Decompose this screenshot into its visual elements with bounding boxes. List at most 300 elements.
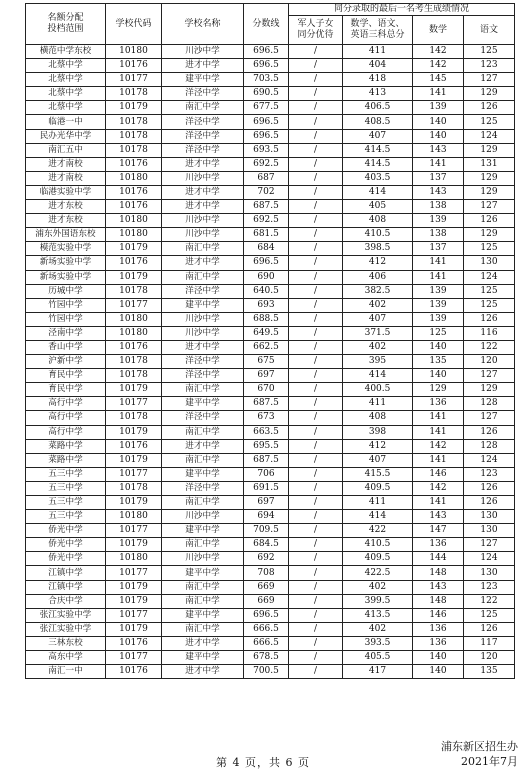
three-subject-total-cell: 382.5 — [343, 284, 413, 298]
school-name-cell: 建平中学 — [162, 73, 244, 87]
three-subject-total-cell: 422 — [343, 524, 413, 538]
district-school-cell: 北蔡中学 — [26, 87, 106, 101]
table-row — [26, 185, 515, 199]
military-priority-cell: / — [289, 383, 343, 397]
three-subject-total-cell: 412 — [343, 439, 413, 453]
table-row — [26, 665, 515, 679]
chinese-score-cell: 130 — [464, 510, 515, 524]
math-score-cell: 143 — [413, 580, 464, 594]
three-subject-total-cell: 411 — [343, 45, 413, 59]
chinese-score-cell: 128 — [464, 397, 515, 411]
district-school-cell: 菜路中学 — [26, 453, 106, 467]
math-score-cell: 139 — [413, 312, 464, 326]
military-priority-cell: / — [289, 200, 343, 214]
school-name-cell: 洋泾中学 — [162, 355, 244, 369]
military-priority-cell: / — [289, 651, 343, 665]
military-priority-cell: / — [289, 214, 343, 228]
district-school-cell: 北蔡中学 — [26, 59, 106, 73]
school-name-cell: 洋泾中学 — [162, 411, 244, 425]
school-name-cell: 川沙中学 — [162, 228, 244, 242]
school-code-cell: 10177 — [106, 524, 162, 538]
school-code-cell: 10180 — [106, 510, 162, 524]
issue-date: 2021年7月 — [461, 755, 518, 768]
school-name-cell: 进才中学 — [162, 59, 244, 73]
district-school-cell: 临港实验中学 — [26, 185, 106, 199]
district-school-cell: 香山中学 — [26, 340, 106, 354]
school-name-cell: 进才中学 — [162, 157, 244, 171]
three-subject-total-cell: 406 — [343, 270, 413, 284]
three-subject-total-cell: 407 — [343, 129, 413, 143]
math-score-cell: 139 — [413, 214, 464, 228]
math-score-cell: 142 — [413, 59, 464, 73]
three-subject-total-cell: 408 — [343, 214, 413, 228]
cutoff-score-cell: 709.5 — [244, 524, 289, 538]
table-row — [26, 87, 515, 101]
school-code-cell: 10179 — [106, 622, 162, 636]
cutoff-score-cell: 688.5 — [244, 312, 289, 326]
table-row — [26, 481, 515, 495]
school-code-cell: 10176 — [106, 439, 162, 453]
school-name-cell: 洋泾中学 — [162, 115, 244, 129]
chinese-score-cell: 124 — [464, 270, 515, 284]
military-priority-cell: / — [289, 566, 343, 580]
math-score-cell: 143 — [413, 510, 464, 524]
school-name-cell: 南汇中学 — [162, 270, 244, 284]
three-subject-total-cell: 405.5 — [343, 651, 413, 665]
district-school-cell: 三林东校 — [26, 636, 106, 650]
chinese-score-cell: 127 — [464, 369, 515, 383]
table-row — [26, 467, 515, 481]
three-subject-total-cell: 371.5 — [343, 326, 413, 340]
three-subject-total-cell: 407 — [343, 312, 413, 326]
three-subject-total-cell: 417 — [343, 665, 413, 679]
three-subject-total-cell: 411 — [343, 397, 413, 411]
school-code-cell: 10178 — [106, 411, 162, 425]
chinese-score-cell: 125 — [464, 608, 515, 622]
school-code-cell: 10177 — [106, 397, 162, 411]
cutoff-score-cell: 695.5 — [244, 439, 289, 453]
three-subject-total-cell: 411 — [343, 496, 413, 510]
military-priority-cell: / — [289, 115, 343, 129]
header-district — [26, 4, 106, 45]
table-row — [26, 594, 515, 608]
chinese-score-cell: 130 — [464, 524, 515, 538]
three-subject-total-cell: 409.5 — [343, 481, 413, 495]
school-name-cell: 南汇中学 — [162, 594, 244, 608]
chinese-score-cell: 131 — [464, 157, 515, 171]
table-row — [26, 270, 515, 284]
math-score-cell: 141 — [413, 453, 464, 467]
cutoff-score-cell: 687.5 — [244, 200, 289, 214]
table-row — [26, 256, 515, 270]
cutoff-score-cell: 703.5 — [244, 73, 289, 87]
three-subject-total-cell: 400.5 — [343, 383, 413, 397]
military-priority-cell: / — [289, 580, 343, 594]
chinese-score-cell: 126 — [464, 312, 515, 326]
cutoff-score-cell: 684.5 — [244, 538, 289, 552]
chinese-score-cell: 123 — [464, 580, 515, 594]
district-school-cell: 进才南校 — [26, 157, 106, 171]
school-name-cell: 进才中学 — [162, 665, 244, 679]
school-name-cell: 南汇中学 — [162, 242, 244, 256]
district-school-cell: 高东中学 — [26, 651, 106, 665]
chinese-score-cell: 135 — [464, 665, 515, 679]
three-subject-total-cell: 410.5 — [343, 228, 413, 242]
school-name-cell: 川沙中学 — [162, 326, 244, 340]
math-score-cell: 145 — [413, 73, 464, 87]
chinese-score-cell: 124 — [464, 453, 515, 467]
three-subject-total-cell: 405 — [343, 200, 413, 214]
math-score-cell: 129 — [413, 383, 464, 397]
chinese-score-cell: 122 — [464, 340, 515, 354]
cutoff-score-cell: 693.5 — [244, 143, 289, 157]
military-priority-cell: / — [289, 270, 343, 284]
header-district-line1: 名额分配 — [47, 13, 84, 23]
table-row — [26, 425, 515, 439]
math-score-cell: 136 — [413, 622, 464, 636]
district-school-cell: 南汇一中 — [26, 665, 106, 679]
military-priority-cell: / — [289, 481, 343, 495]
admission-table — [25, 3, 515, 679]
cutoff-score-cell: 662.5 — [244, 340, 289, 354]
military-priority-cell: / — [289, 73, 343, 87]
table-row — [26, 651, 515, 665]
math-score-cell: 141 — [413, 157, 464, 171]
math-score-cell: 146 — [413, 467, 464, 481]
school-code-cell: 10178 — [106, 87, 162, 101]
district-school-cell: 菜路中学 — [26, 439, 106, 453]
header-military-line1: 军人子女 — [297, 19, 334, 29]
header-military-line2: 同分优待 — [297, 30, 334, 40]
school-code-cell: 10179 — [106, 453, 162, 467]
three-subject-total-cell: 402 — [343, 622, 413, 636]
school-code-cell: 10177 — [106, 566, 162, 580]
three-subject-total-cell: 408 — [343, 411, 413, 425]
school-code-cell: 10177 — [106, 467, 162, 481]
school-code-cell: 10179 — [106, 242, 162, 256]
school-code-cell: 10176 — [106, 665, 162, 679]
header-military — [289, 16, 343, 45]
cutoff-score-cell: 666.5 — [244, 622, 289, 636]
school-name-cell: 建平中学 — [162, 651, 244, 665]
table-row — [26, 73, 515, 87]
table-row — [26, 242, 515, 256]
table-row — [26, 355, 515, 369]
math-score-cell: 141 — [413, 496, 464, 510]
school-name-cell: 洋泾中学 — [162, 481, 244, 495]
chinese-score-cell: 130 — [464, 566, 515, 580]
military-priority-cell: / — [289, 453, 343, 467]
cutoff-score-cell: 697 — [244, 369, 289, 383]
table-row — [26, 608, 515, 622]
three-subject-total-cell: 422.5 — [343, 566, 413, 580]
math-score-cell: 125 — [413, 326, 464, 340]
cutoff-score-cell: 669 — [244, 580, 289, 594]
math-score-cell: 141 — [413, 425, 464, 439]
table-row — [26, 566, 515, 580]
table-row — [26, 284, 515, 298]
table-row — [26, 101, 515, 115]
three-subject-total-cell: 413.5 — [343, 608, 413, 622]
school-name-cell: 川沙中学 — [162, 552, 244, 566]
military-priority-cell: / — [289, 524, 343, 538]
chinese-score-cell: 125 — [464, 298, 515, 312]
school-name-cell: 南汇中学 — [162, 425, 244, 439]
chinese-score-cell: 120 — [464, 651, 515, 665]
chinese-score-cell: 117 — [464, 636, 515, 650]
school-name-cell: 洋泾中学 — [162, 87, 244, 101]
school-name-cell: 南汇中学 — [162, 453, 244, 467]
district-school-cell: 进才东校 — [26, 214, 106, 228]
school-code-cell: 10180 — [106, 45, 162, 59]
military-priority-cell: / — [289, 101, 343, 115]
table-row — [26, 326, 515, 340]
school-code-cell: 10179 — [106, 270, 162, 284]
district-school-cell: 进才东校 — [26, 200, 106, 214]
chinese-score-cell: 125 — [464, 45, 515, 59]
math-score-cell: 142 — [413, 439, 464, 453]
table-row — [26, 45, 515, 59]
school-code-cell: 10177 — [106, 651, 162, 665]
school-code-cell: 10179 — [106, 538, 162, 552]
chinese-score-cell: 127 — [464, 538, 515, 552]
school-code-cell: 10180 — [106, 171, 162, 185]
cutoff-score-cell: 684 — [244, 242, 289, 256]
school-code-cell: 10176 — [106, 157, 162, 171]
military-priority-cell: / — [289, 411, 343, 425]
district-school-cell: 沪新中学 — [26, 355, 106, 369]
chinese-score-cell: 129 — [464, 171, 515, 185]
school-name-cell: 建平中学 — [162, 524, 244, 538]
district-school-cell: 五三中学 — [26, 467, 106, 481]
table-row — [26, 496, 515, 510]
cutoff-score-cell: 696.5 — [244, 256, 289, 270]
school-code-cell: 10180 — [106, 214, 162, 228]
school-code-cell: 10176 — [106, 200, 162, 214]
cutoff-score-cell: 640.5 — [244, 284, 289, 298]
table-row — [26, 157, 515, 171]
military-priority-cell: / — [289, 369, 343, 383]
table-row — [26, 383, 515, 397]
math-score-cell: 137 — [413, 171, 464, 185]
table-row — [26, 228, 515, 242]
three-subject-total-cell: 414 — [343, 510, 413, 524]
military-priority-cell: / — [289, 665, 343, 679]
military-priority-cell: / — [289, 496, 343, 510]
math-score-cell: 139 — [413, 284, 464, 298]
school-code-cell: 10178 — [106, 115, 162, 129]
three-subject-total-cell: 415.5 — [343, 467, 413, 481]
table-row — [26, 171, 515, 185]
math-score-cell: 135 — [413, 355, 464, 369]
table-row — [26, 298, 515, 312]
cutoff-score-cell: 690.5 — [244, 87, 289, 101]
school-name-cell: 进才中学 — [162, 256, 244, 270]
math-score-cell: 140 — [413, 129, 464, 143]
math-score-cell: 139 — [413, 101, 464, 115]
cutoff-score-cell: 696.5 — [244, 45, 289, 59]
math-score-cell: 148 — [413, 594, 464, 608]
table-row — [26, 397, 515, 411]
math-score-cell: 139 — [413, 298, 464, 312]
district-school-cell: 横范中学东校 — [26, 45, 106, 59]
chinese-score-cell: 125 — [464, 115, 515, 129]
three-subject-total-cell: 402 — [343, 340, 413, 354]
table-row — [26, 312, 515, 326]
table-row — [26, 453, 515, 467]
three-subject-total-cell: 406.5 — [343, 101, 413, 115]
chinese-score-cell: 127 — [464, 411, 515, 425]
three-subject-total-cell: 414 — [343, 185, 413, 199]
military-priority-cell: / — [289, 312, 343, 326]
school-name-cell: 南汇中学 — [162, 101, 244, 115]
school-code-cell: 10178 — [106, 481, 162, 495]
chinese-score-cell: 129 — [464, 383, 515, 397]
school-code-cell: 10177 — [106, 298, 162, 312]
school-name-cell: 洋泾中学 — [162, 369, 244, 383]
district-school-cell: 竹园中学 — [26, 298, 106, 312]
cutoff-score-cell: 649.5 — [244, 326, 289, 340]
math-score-cell: 146 — [413, 608, 464, 622]
military-priority-cell: / — [289, 439, 343, 453]
header-three-line1: 数学、语文、 — [350, 19, 405, 29]
chinese-score-cell: 129 — [464, 228, 515, 242]
district-school-cell: 五三中学 — [26, 496, 106, 510]
three-subject-total-cell: 414 — [343, 369, 413, 383]
district-school-cell: 张江实验中学 — [26, 608, 106, 622]
school-name-cell: 洋泾中学 — [162, 129, 244, 143]
school-code-cell: 10180 — [106, 326, 162, 340]
school-name-cell: 川沙中学 — [162, 214, 244, 228]
math-score-cell: 148 — [413, 566, 464, 580]
military-priority-cell: / — [289, 242, 343, 256]
table-row — [26, 580, 515, 594]
cutoff-score-cell: 700.5 — [244, 665, 289, 679]
header-district-line2: 投档范围 — [47, 24, 84, 34]
table-row — [26, 538, 515, 552]
military-priority-cell: / — [289, 594, 343, 608]
school-code-cell: 10176 — [106, 185, 162, 199]
school-code-cell: 10179 — [106, 425, 162, 439]
cutoff-score-cell: 697 — [244, 496, 289, 510]
math-score-cell: 138 — [413, 228, 464, 242]
district-school-cell: 侨光中学 — [26, 538, 106, 552]
district-school-cell: 侨光中学 — [26, 524, 106, 538]
header-chinese: 语文 — [464, 16, 515, 45]
district-school-cell: 进才南校 — [26, 171, 106, 185]
military-priority-cell: / — [289, 622, 343, 636]
district-school-cell: 合庆中学 — [26, 594, 106, 608]
table-row — [26, 340, 515, 354]
military-priority-cell: / — [289, 256, 343, 270]
table-row — [26, 411, 515, 425]
school-name-cell: 进才中学 — [162, 200, 244, 214]
district-school-cell: 竹园中学 — [26, 312, 106, 326]
math-score-cell: 143 — [413, 185, 464, 199]
military-priority-cell: / — [289, 425, 343, 439]
school-code-cell: 10176 — [106, 256, 162, 270]
table-body — [26, 45, 515, 679]
school-code-cell: 10176 — [106, 636, 162, 650]
school-name-cell: 建平中学 — [162, 566, 244, 580]
school-name-cell: 川沙中学 — [162, 171, 244, 185]
military-priority-cell: / — [289, 608, 343, 622]
chinese-score-cell: 126 — [464, 496, 515, 510]
military-priority-cell: / — [289, 228, 343, 242]
school-name-cell: 川沙中学 — [162, 45, 244, 59]
school-name-cell: 建平中学 — [162, 608, 244, 622]
chinese-score-cell: 120 — [464, 355, 515, 369]
school-code-cell: 10179 — [106, 383, 162, 397]
school-name-cell: 川沙中学 — [162, 312, 244, 326]
math-score-cell: 136 — [413, 397, 464, 411]
military-priority-cell: / — [289, 467, 343, 481]
district-school-cell: 新场实验中学 — [26, 256, 106, 270]
military-priority-cell: / — [289, 298, 343, 312]
math-score-cell: 136 — [413, 538, 464, 552]
cutoff-score-cell: 666.5 — [244, 636, 289, 650]
school-code-cell: 10178 — [106, 129, 162, 143]
cutoff-score-cell: 669 — [244, 594, 289, 608]
district-school-cell: 北蔡中学 — [26, 101, 106, 115]
cutoff-score-cell: 702 — [244, 185, 289, 199]
three-subject-total-cell: 410.5 — [343, 538, 413, 552]
chinese-score-cell: 128 — [464, 439, 515, 453]
school-name-cell: 建平中学 — [162, 397, 244, 411]
district-school-cell: 高行中学 — [26, 411, 106, 425]
school-name-cell: 南汇中学 — [162, 538, 244, 552]
table-row — [26, 129, 515, 143]
table-row — [26, 510, 515, 524]
school-name-cell: 进才中学 — [162, 185, 244, 199]
math-score-cell: 143 — [413, 143, 464, 157]
math-score-cell: 137 — [413, 242, 464, 256]
header-group-title: 同分录取的最后一名考生成绩情况 — [289, 4, 515, 16]
district-school-cell: 五三中学 — [26, 510, 106, 524]
table-row — [26, 552, 515, 566]
school-name-cell: 进才中学 — [162, 636, 244, 650]
cutoff-score-cell: 675 — [244, 355, 289, 369]
cutoff-score-cell: 696.5 — [244, 129, 289, 143]
table-row — [26, 524, 515, 538]
military-priority-cell: / — [289, 284, 343, 298]
school-code-cell: 10179 — [106, 594, 162, 608]
district-school-cell: 高行中学 — [26, 425, 106, 439]
table-row — [26, 143, 515, 157]
military-priority-cell: / — [289, 538, 343, 552]
header-code: 学校代码 — [106, 4, 162, 45]
district-school-cell: 泾南中学 — [26, 326, 106, 340]
table-row — [26, 636, 515, 650]
cutoff-score-cell: 692.5 — [244, 157, 289, 171]
chinese-score-cell: 127 — [464, 200, 515, 214]
military-priority-cell: / — [289, 59, 343, 73]
cutoff-score-cell: 696.5 — [244, 115, 289, 129]
chinese-score-cell: 122 — [464, 594, 515, 608]
cutoff-score-cell: 693 — [244, 298, 289, 312]
district-school-cell: 南汇五中 — [26, 143, 106, 157]
cutoff-score-cell: 694 — [244, 510, 289, 524]
school-name-cell: 南汇中学 — [162, 580, 244, 594]
three-subject-total-cell: 402 — [343, 580, 413, 594]
district-school-cell: 育民中学 — [26, 383, 106, 397]
military-priority-cell: / — [289, 185, 343, 199]
math-score-cell: 144 — [413, 552, 464, 566]
school-code-cell: 10177 — [106, 608, 162, 622]
math-score-cell: 140 — [413, 651, 464, 665]
header-three-line2: 英语三科总分 — [350, 30, 405, 40]
three-subject-total-cell: 414.5 — [343, 157, 413, 171]
